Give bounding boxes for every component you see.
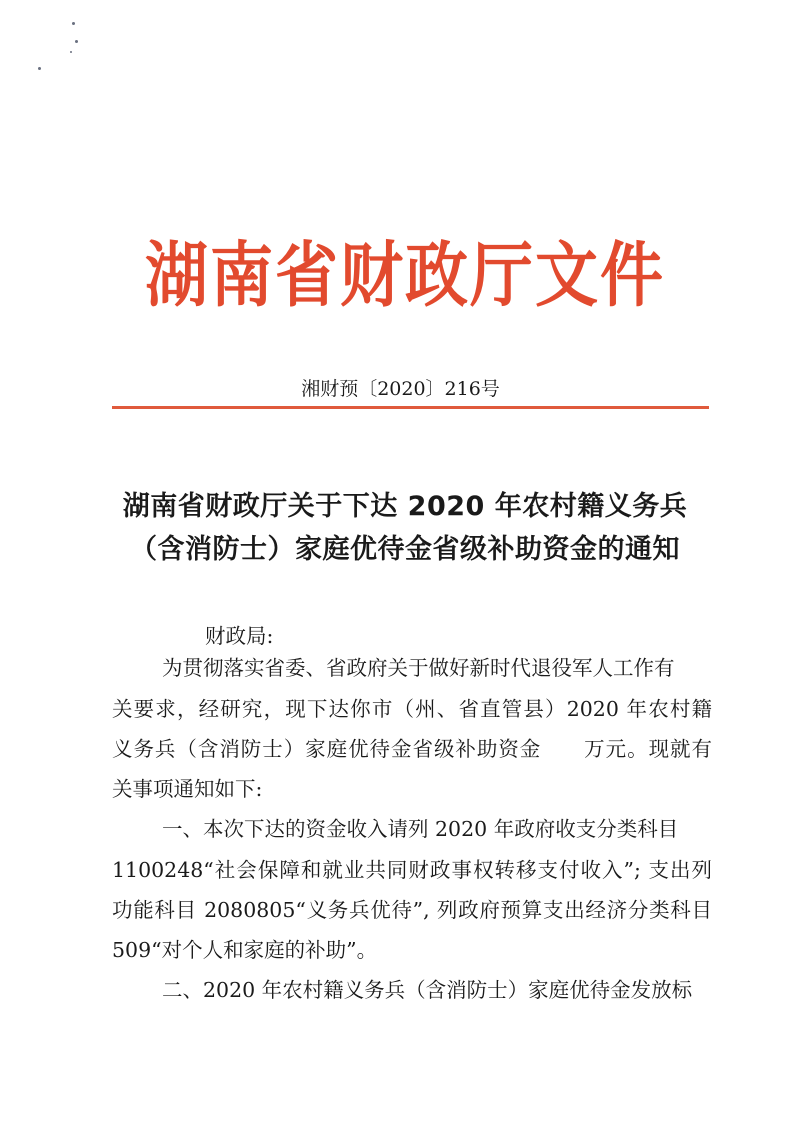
document-number: 湘财预〔2020〕216号 <box>301 378 500 400</box>
body-line: 二、2020 年农村籍义务兵（含消防士）家庭优待金发放标 <box>162 978 693 1002</box>
masthead-title: 湖南省财政厅文件 <box>145 234 665 317</box>
body-line: 关要求，经研究，现下达你市（州、省直管县）2020 年农村籍 <box>112 697 712 721</box>
body-line: 为贯彻落实省委、省政府关于做好新时代退役军人工作有 <box>162 656 675 680</box>
scan-speck <box>75 40 78 43</box>
body-line: 义务兵（含消防士）家庭优待金省级补助资金 万元。现就有 <box>112 737 712 761</box>
notice-title-line-2: （含消防士）家庭优待金省级补助资金的通知 <box>130 534 680 565</box>
body-line: 关事项通知如下: <box>112 777 263 801</box>
body-line: 一、本次下达的资金收入请列 2020 年政府收支分类科目 <box>162 817 679 841</box>
body-line: 509“对个人和家庭的补助”。 <box>112 938 378 962</box>
scan-speck <box>72 22 75 25</box>
notice-title-line-1: 湖南省财政厅关于下达 2020 年农村籍义务兵 <box>122 491 688 522</box>
scan-speck <box>70 51 72 53</box>
body-line: 功能科目 2080805“义务兵优待”, 列政府预算支出经济分类科目 <box>112 898 712 922</box>
scan-speck <box>38 67 41 70</box>
body-line: 1100248“社会保障和就业共同财政事权转移支付收入”; 支出列 <box>112 858 712 882</box>
red-separator-rule <box>112 406 709 409</box>
salutation: 财政局: <box>205 624 274 648</box>
